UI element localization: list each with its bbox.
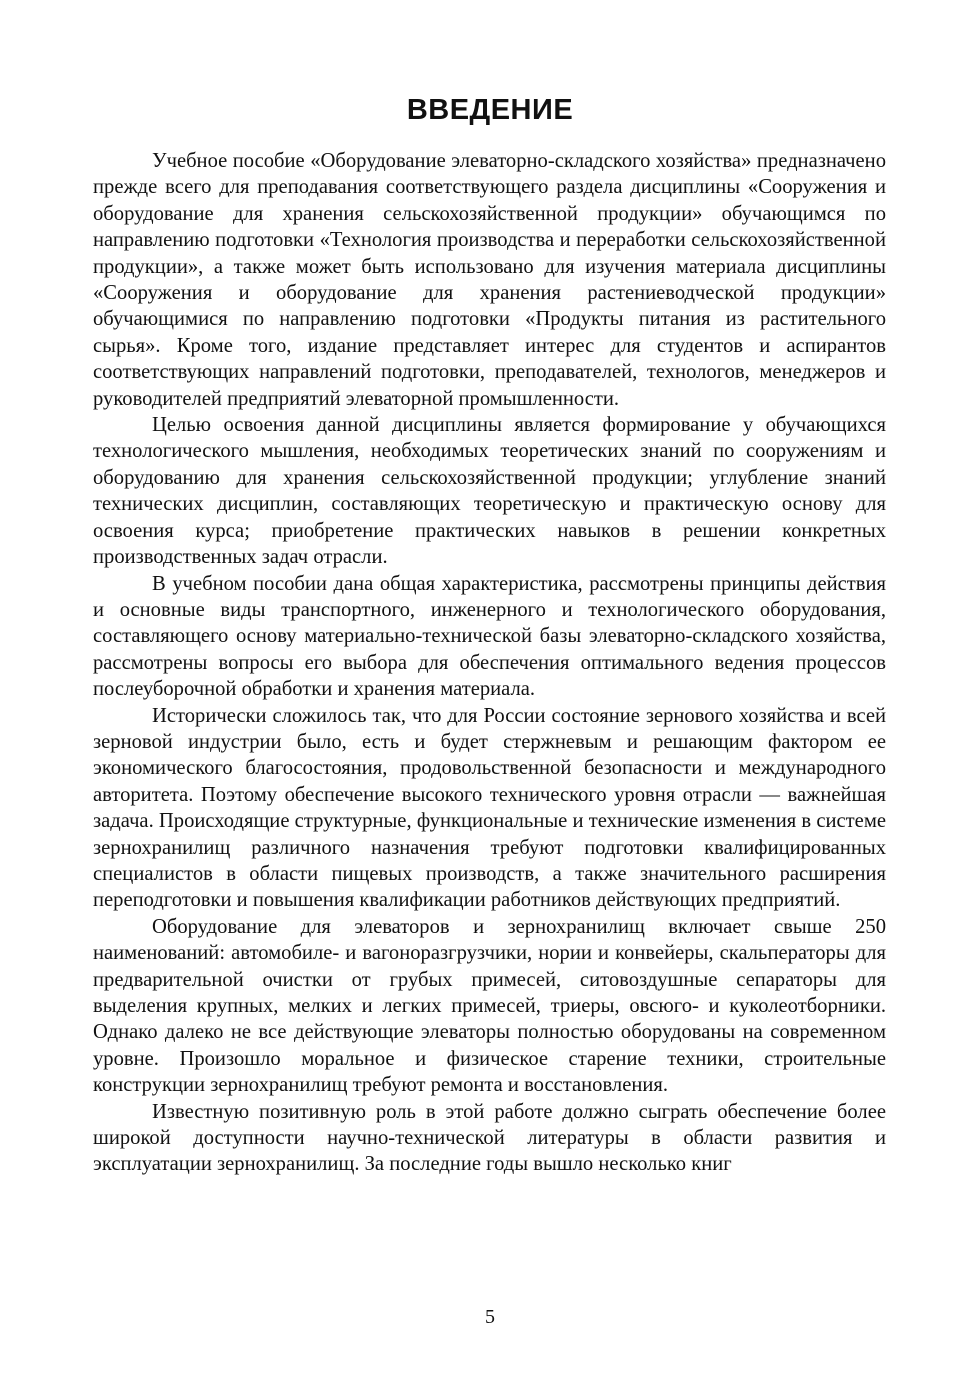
paragraph-6: Известную позитивную роль в этой работе должно сыграть обеспечение более широкой доступности научно-технической литературы в области развития и эксплуатации зернохранилищ. За последние годы вышло несколько книг: [93, 1100, 886, 1176]
paragraph-5: Оборудование для элеваторов и зернохранилищ включает свыше 250 наименований: автомобиле- и вагоноразгрузчики, нории и конвейеры, скальператоры для предварительной очистки от грубых примесей, ситовоздушные сепараторы для выделения крупных, мелких и легких примесей, триеры, овсюго- и куколеотборники. Однако далеко не все действующие элеваторы полностью оборудованы на современном уровне. Произошло моральное и физическое старение техники, строительные конструкции зернохранилищ требуют ремонта и восстановления.: [93, 915, 886, 1097]
paragraph-2: Целью освоения данной дисциплины является формирование у обучающихся технологического мышления, необходимых теоретических знаний по сооружениям и оборудованию для хранения сельскохозяйственной продукции; углубление знаний технических дисциплин, составляющих теоретическую и практическую основу для освоения курса; приобретение практических навыков в решении конкретных производственных задач отрасли.: [93, 414, 886, 569]
paragraph-4: Исторически сложилось так, что для России состояние зернового хозяйства и всей зерновой индустрии было, есть и будет стержневым и решающим фактором ее экономического благосостояния, продовольственной безопасности и международного авторитета. Поэтому обеспечение высокого технического уровня отрасли — важнейшая задача. Происходящие структурные, функциональные и технические изменения в системе зернохранилищ различного назначения требуют подготовки квалифицированных специалистов в области пищевых производств, а также значительного расширения переподготовки и повышения квалификации работников действующих предприятий.: [93, 704, 886, 912]
page-number: 5: [485, 1306, 495, 1328]
body-text: [93, 148, 886, 1178]
paragraph-3: В учебном пособии дана общая характеристика, рассмотрены принципы действия и основные виды транспортного, инженерного и технологического оборудования, составляющего основу материально-технической базы элеваторно-складского хозяйства, рассмотрены вопросы его выбора для обеспечения оптимального ведения процессов послеуборочной обработки и хранения материала.: [93, 572, 886, 701]
page-title: ВВЕДЕНИЕ: [406, 94, 574, 126]
paragraph-1: Учебное пособие «Оборудование элеваторно-складского хозяйства» предназначено прежде всего для преподавания соответствующего раздела дисциплины «Сооружения и оборудование для хранения сельскохозяйственной продукции» обучающимся по направлению подготовки «Технология производства и переработки сельскохозяйственной продукции», а также может быть использовано для изучения материала дисциплины «Сооружения и оборудование для хранения растениеводческой продукции» обучающимися по направлению подготовки «Продукты питания из растительного сырья». Кроме того, издание представляет интерес для студентов и аспирантов соответствующих направлений подготовки, преподавателей, технологов, менеджеров и руководителей предприятий элеваторной промышленности.: [93, 150, 886, 410]
